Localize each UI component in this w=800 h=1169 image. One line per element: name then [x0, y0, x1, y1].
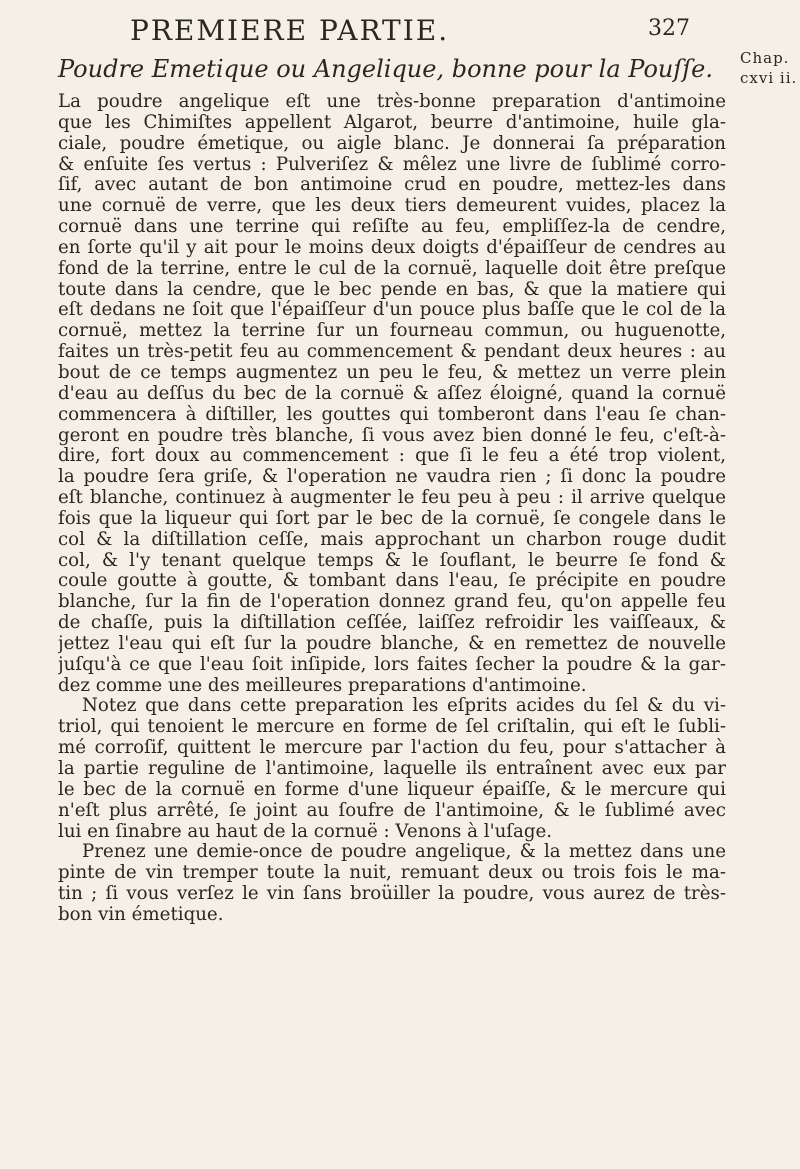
- text-line: lui en ſinabre au haut de la cornuë : Venons à l'uſage.: [58, 821, 553, 842]
- text-line: la poudre ſera griſe, & l'operation ne vaudra rien ; ſi donc la poudre: [58, 467, 726, 488]
- running-head: [130, 14, 690, 54]
- chapter-margin-note: [740, 48, 800, 88]
- text-line: faites un très-petit feu au commencement & pendant deux heures : au: [58, 342, 726, 363]
- text-line: eſt dedans ne ſoit que l'épaiſſeur d'un pouce plus baſſe que le col de la: [58, 300, 726, 321]
- text-line: & enſuite ſes vertus : Pulveriſez & mêlez une livre de ſublimé corro-: [58, 154, 726, 175]
- body-text: [58, 92, 726, 926]
- text-line: juſqu'à ce que l'eau ſoit inſipide, lors faites ſecher la poudre & la gar-: [58, 654, 726, 675]
- text-line: col & la diſtillation ceſſe, mais approchant un charbon rouge dudit: [58, 529, 726, 550]
- text-line: en ſorte qu'il y ait pour le moins deux doigts d'épaiſſeur de cendres au: [58, 237, 726, 258]
- section-title: Poudre Emetique ou Angelique, bonne pour la Pouſſe.: [58, 55, 713, 83]
- text-line: mé corroſif, quittent le mercure par l'action du feu, pour s'attacher à: [58, 738, 726, 759]
- text-line: ſif, avec autant de bon antimoine crud en poudre, mettez-les dans: [58, 175, 726, 196]
- text-line: bon vin émetique.: [58, 904, 224, 925]
- text-line: fois que la liqueur qui ſort par le bec de la cornuë, ſe congele dans le: [58, 508, 726, 529]
- text-line: bout de ce temps augmentez un peu le feu, & mettez un verre plein: [58, 362, 726, 383]
- text-line: dire, fort doux au commencement : que ſi le feu a été trop violent,: [58, 446, 726, 467]
- text-line: n'eſt plus arrêté, ſe joint au ſoufre de l'antimoine, & le ſublimé avec: [58, 800, 726, 821]
- text-line: dez comme une des meilleures preparations d'antimoine.: [58, 675, 587, 696]
- text-line: jettez l'eau qui eſt ſur la poudre blanche, & en remettez de nouvelle: [58, 633, 726, 654]
- text-line: col, & l'y tenant quelque temps & le ſouflant, le beurre ſe fond &: [58, 550, 726, 571]
- text-line: pinte de vin tremper toute la nuit, remuant deux ou trois fois le ma-: [58, 863, 726, 884]
- text-line: le bec de la cornuë en forme d'une liqueur épaiſſe, & le mercure qui: [58, 779, 726, 800]
- text-line: de chaſſe, puis la diſtillation ceſſée, laiſſez refroidir les vaiſſeaux, &: [58, 613, 726, 634]
- text-line: La poudre angelique eſt une très-bonne preparation d'antimoine: [58, 92, 726, 112]
- text-line: tin ; ſi vous verſez le vin ſans broüiller la poudre, vous aurez de très-: [58, 884, 726, 905]
- text-line: eſt blanche, continuez à augmenter le feu peu à peu : il arrive quelque: [58, 488, 726, 509]
- text-line: d'eau au deſſus du bec de la cornuë & aſſez éloigné, quand la cornuë: [58, 383, 726, 404]
- text-line: ciale, poudre émetique, ou aigle blanc. Je donnerai ſa préparation: [58, 133, 726, 154]
- text-line: Prenez une demie-once de poudre angelique, & la mettez dans une: [82, 842, 726, 863]
- text-line: Notez que dans cette preparation les eſprits acides du ſel & du vi-: [82, 696, 726, 717]
- text-line: commencera à diſtiller, les gouttes qui tomberont dans l'eau ſe chan-: [58, 404, 726, 425]
- margin-note-line: Chap.: [740, 49, 790, 67]
- text-line: geront en poudre très blanche, ſi vous avez bien donné le feu, c'eſt-à-: [58, 425, 726, 446]
- margin-note-line: cxvi ii.: [740, 69, 798, 87]
- text-line: coule goutte à goutte, & tombant dans l'eau, ſe précipite en poudre: [58, 571, 726, 592]
- page-number: 327: [648, 16, 690, 41]
- text-line: triol, qui tenoient le mercure en forme de ſel criſtalin, qui eſt le ſubli-: [58, 717, 726, 738]
- text-line: la partie reguline de l'antimoine, laquelle ils entraînent avec eux par: [58, 759, 726, 779]
- running-head-title: PREMIERE PARTIE.: [130, 14, 450, 47]
- text-line: cornuë, mettez la terrine ſur un fourneau commun, ou huguenotte,: [58, 321, 726, 342]
- text-line: blanche, ſur la fin de l'operation donnez grand feu, qu'on appelle feu: [58, 592, 726, 613]
- text-line: une cornuë de verre, que les deux tiers demeurent vuides, placez la: [58, 196, 726, 217]
- text-line: toute dans la cendre, que le bec pende en bas, & que la matiere qui: [58, 279, 726, 300]
- text-line: que les Chimiſtes appellent Algarot, beurre d'antimoine, huile gla-: [58, 112, 726, 133]
- text-line: fond de la terrine, entre le cul de la cornuë, laquelle doit être preſque: [58, 258, 726, 279]
- text-line: cornuë dans une terrine qui reſiſte au feu, empliſſez-la de cendre,: [58, 217, 726, 238]
